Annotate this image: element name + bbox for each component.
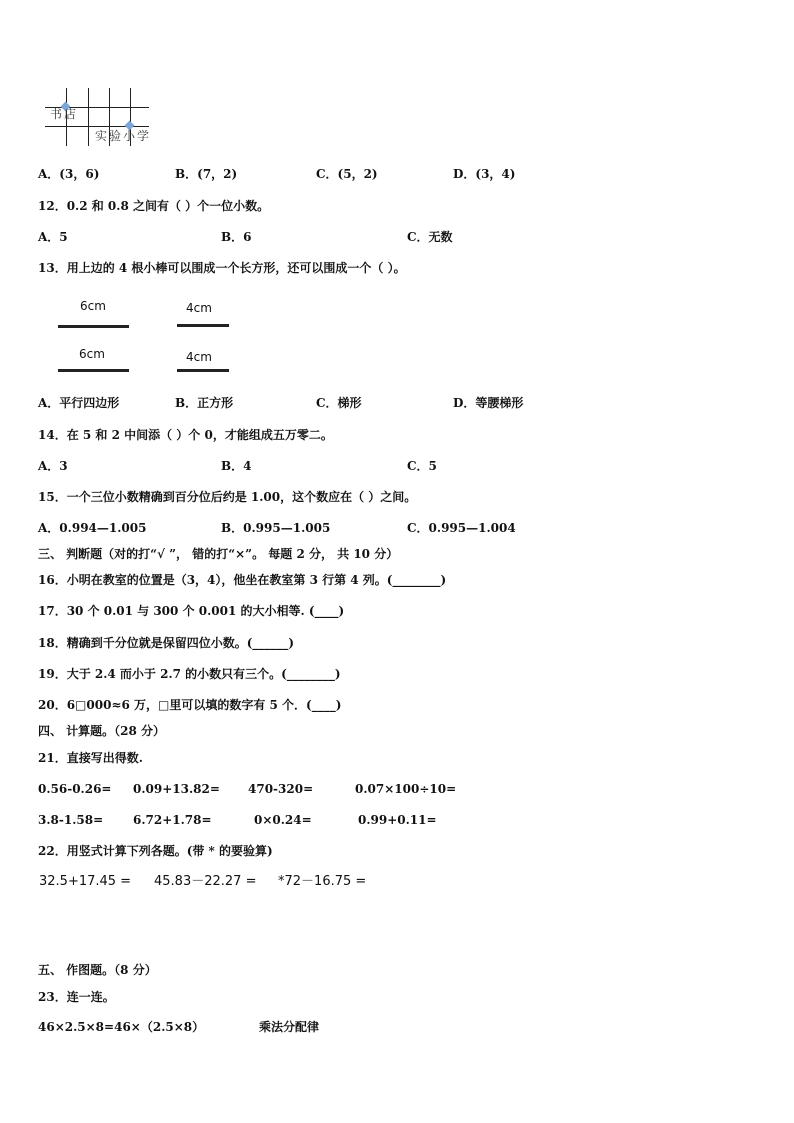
calc-item: 0.99+0.11= bbox=[358, 813, 437, 827]
q15-option-a: A．0.994—1.005 bbox=[38, 521, 147, 535]
judge-item-17: 17．30 个 0.01 与 300 个 0.001 的大小相等. (____) bbox=[38, 604, 345, 618]
q15-stem: 15．一个三位小数精确到百分位后约是 1.00，这个数应在（ ）之间。 bbox=[38, 490, 417, 504]
q12-option-b: B．6 bbox=[221, 230, 252, 244]
stick-4cm-top bbox=[177, 324, 229, 327]
q11-option-b: B．(7，2) bbox=[175, 167, 238, 181]
calc-item: 0.56-0.26= bbox=[38, 782, 112, 796]
q12-stem: 12．0.2 和 0.8 之间有（ ）个一位小数。 bbox=[38, 199, 270, 213]
stick-label: 6cm bbox=[79, 347, 105, 361]
match-left-item: 46×2.5×8=46×（2.5×8） bbox=[38, 1020, 205, 1034]
judge-item-20: 20．6□000≈6 万，□里可以填的数字有 5 个．(____) bbox=[38, 698, 342, 712]
bookstore-label: 书店 bbox=[50, 107, 79, 121]
q11-option-d: D．(3，4) bbox=[453, 167, 516, 181]
stick-4cm-bottom bbox=[177, 369, 229, 372]
section5-title: 五、 作图题。（8 分） bbox=[38, 963, 157, 977]
q13-option-c: C．梯形 bbox=[316, 396, 362, 410]
vertical-calc-item: 45.83－22.27 = bbox=[154, 874, 257, 889]
calc-item: 6.72+1.78= bbox=[133, 813, 212, 827]
judge-item-19: 19．大于 2.4 而小于 2.7 的小数只有三个。(________) bbox=[38, 667, 341, 681]
q14-option-c: C．5 bbox=[407, 459, 437, 473]
q11-option-c: C．(5，2) bbox=[316, 167, 378, 181]
q13-stem: 13．用上边的 4 根小棒可以围成一个长方形，还可以围成一个（ ）。 bbox=[38, 261, 406, 275]
q13-option-a: A．平行四边形 bbox=[38, 396, 120, 410]
judge-item-16: 16．小明在教室的位置是（3，4），他坐在教室第 3 行第 4 列。(________) bbox=[38, 573, 447, 587]
q21-stem: 21．直接写出得数. bbox=[38, 751, 143, 765]
q11-option-a: A．(3，6) bbox=[38, 167, 100, 181]
vertical-calc-item: *72－16.75 = bbox=[278, 874, 367, 889]
stick-6cm-bottom bbox=[58, 369, 129, 372]
match-right-item: 乘法分配律 bbox=[259, 1020, 320, 1034]
calc-item: 3.8-1.58= bbox=[38, 813, 104, 827]
q13-option-d: D．等腰梯形 bbox=[453, 396, 524, 410]
q14-option-a: A．3 bbox=[38, 459, 68, 473]
q23-stem: 23．连一连。 bbox=[38, 990, 115, 1004]
calc-item: 0.09+13.82= bbox=[133, 782, 220, 796]
section3-title: 三、 判断题（对的打“√ ”， 错的打“×”。 每题 2 分， 共 10 分） bbox=[38, 547, 399, 561]
q14-stem: 14．在 5 和 2 中间添（ ）个 0，才能组成五万零二。 bbox=[38, 428, 333, 442]
section4-title: 四、 计算题。（28 分） bbox=[38, 724, 166, 738]
stick-label: 4cm bbox=[186, 301, 212, 315]
vertical-calc-item: 32.5+17.45 = bbox=[39, 874, 132, 889]
q22-stem: 22．用竖式计算下列各题。(带 * 的要验算) bbox=[38, 844, 273, 858]
q14-option-b: B．4 bbox=[221, 459, 252, 473]
q12-option-c: C．无数 bbox=[407, 230, 453, 244]
q12-option-a: A．5 bbox=[38, 230, 68, 244]
stick-label: 6cm bbox=[80, 299, 106, 313]
q15-option-b: B．0.995—1.005 bbox=[221, 521, 331, 535]
calc-item: 0.07×100÷10= bbox=[355, 782, 457, 796]
q15-option-c: C．0.995—1.004 bbox=[407, 521, 516, 535]
q13-option-b: B．正方形 bbox=[175, 396, 234, 410]
calc-item: 470-320= bbox=[248, 782, 314, 796]
school-label: 实验小学 bbox=[95, 129, 152, 143]
judge-item-18: 18．精确到千分位就是保留四位小数。(______) bbox=[38, 636, 295, 650]
stick-label: 4cm bbox=[186, 350, 212, 364]
stick-6cm-top bbox=[58, 325, 129, 328]
calc-item: 0×0.24= bbox=[254, 813, 312, 827]
